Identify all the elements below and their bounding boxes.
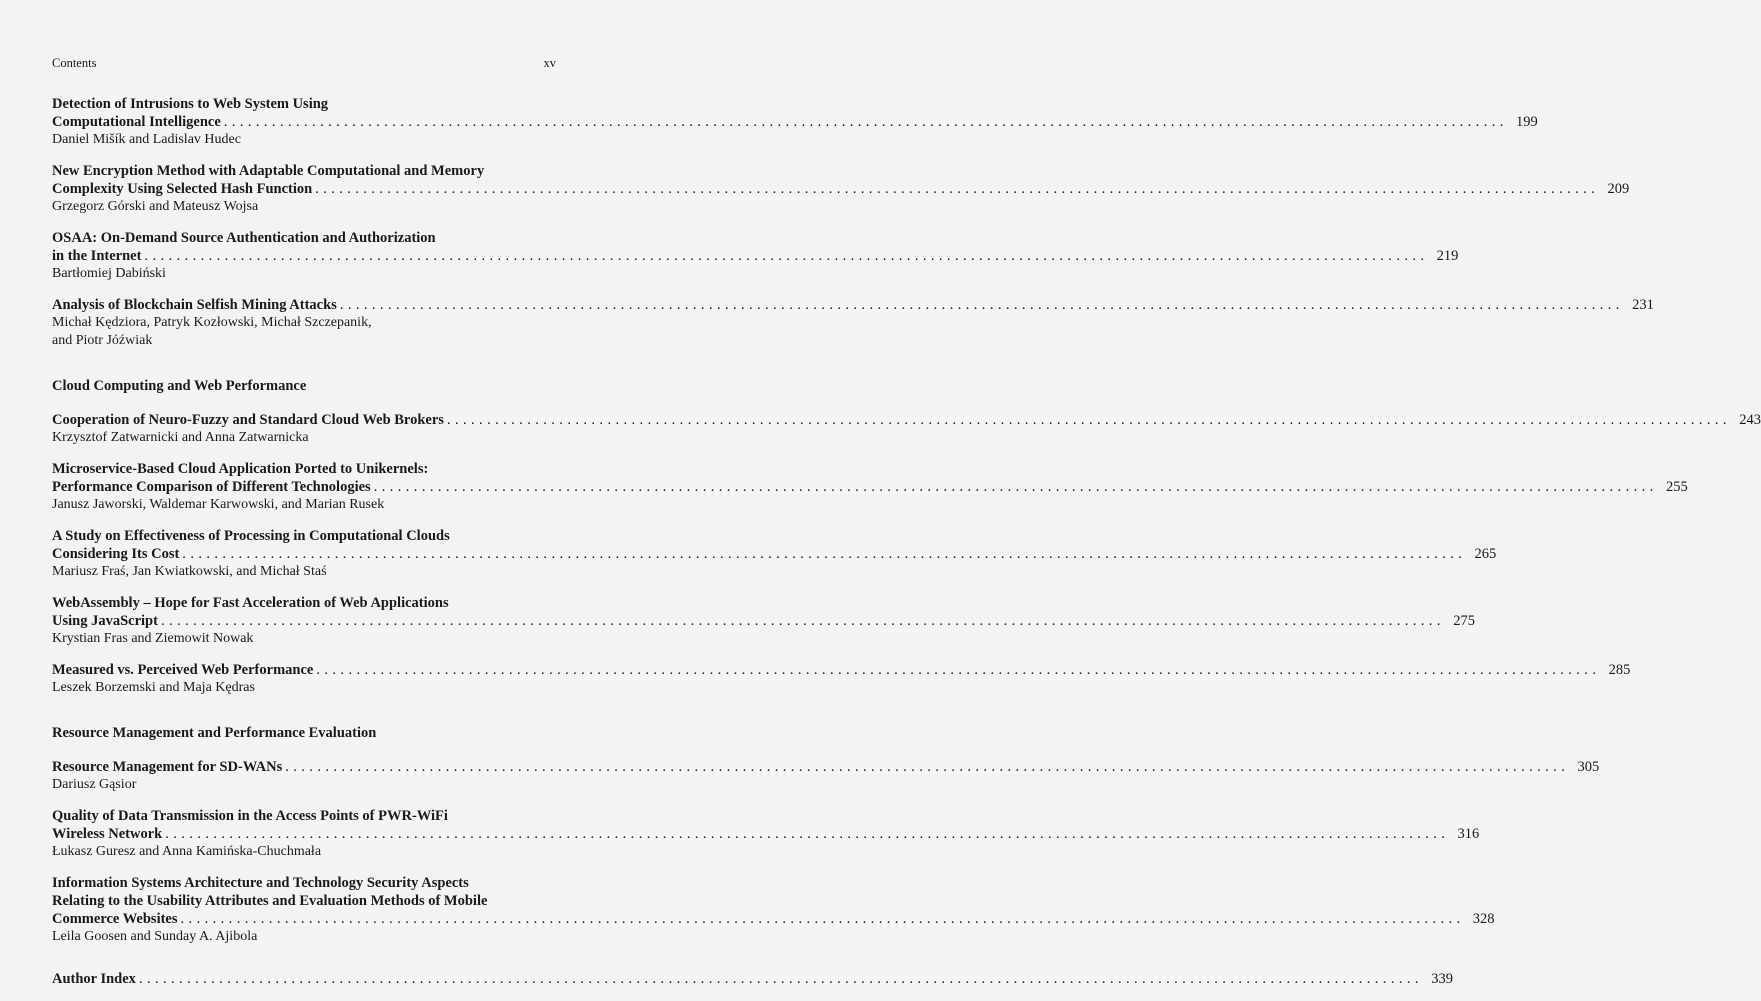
page-number: 285	[1608, 662, 1631, 678]
leader-dots: ................................................................................................................................................................	[339, 297, 1624, 313]
page-number-roman: xv	[543, 56, 556, 70]
entry-title-line: WebAssembly – Hope for Fast Acceleration of Web Applications	[52, 595, 449, 611]
entry-title-text: Performance Comparison of Different Technologies	[52, 479, 371, 495]
author-index-text: Author Index	[52, 971, 136, 987]
entry-title-text: Resource Management for SD-WANs	[52, 759, 283, 775]
page-number: 243	[1739, 412, 1761, 428]
entry-title-line: Relating to the Usability Attributes and Evaluation Methods of Mobile	[52, 893, 488, 909]
entry-title-text: Measured vs. Perceived Web Performance	[52, 662, 314, 678]
entry-title-line: Information Systems Architecture and Technology Security Aspects	[52, 875, 469, 891]
page-number: 231	[1632, 297, 1654, 313]
entry-authors	[52, 496, 554, 514]
entry-title-text: Cooperation of Neuro-Fuzzy and Standard Cloud Web Brokers	[52, 412, 444, 428]
entry-title-text: in the Internet	[52, 248, 142, 264]
page-number: 255	[1665, 479, 1688, 495]
author-line: Grzegorz Górski and Mateusz Wojsa	[52, 199, 259, 214]
leader-dots: ................................................................................................................................................................	[446, 412, 1731, 428]
entry-title-line	[52, 411, 1761, 429]
toc-entry[interactable]	[52, 874, 1495, 946]
entry-authors	[52, 314, 554, 350]
entry-authors	[52, 776, 554, 794]
entry-title-line	[52, 612, 1475, 630]
entry-authors	[52, 198, 554, 216]
entry-title-text: Analysis of Blockchain Selfish Mining Attacks	[52, 297, 337, 313]
toc-entry[interactable]	[52, 95, 1538, 149]
header-left: Contents	[52, 56, 97, 70]
toc-entry[interactable]	[52, 162, 1630, 216]
leader-dots: ................................................................................................................................................................	[138, 971, 1423, 987]
entry-title-text: Wireless Network	[52, 826, 163, 842]
author-line: Bartłomiej Dabiński	[52, 266, 166, 281]
entry-title-line	[52, 910, 1495, 928]
author-line: Dariusz Gąsior	[52, 777, 137, 792]
author-line: Daniel Mišík and Ladislav Hudec	[52, 132, 241, 147]
entry-title-text: Commerce Websites	[52, 911, 178, 927]
entry-title-line: Microservice-Based Cloud Application Ported to Unikernels:	[52, 461, 429, 477]
page-number: 209	[1607, 181, 1630, 197]
leader-dots: ................................................................................................................................................................	[160, 613, 1445, 629]
page-number: 339	[1431, 971, 1453, 987]
page-number: 265	[1474, 546, 1497, 562]
toc-entry[interactable]	[52, 661, 1631, 697]
leader-dots: ................................................................................................................................................................	[182, 546, 1467, 562]
section-heading: Resource Management and Performance Evaluation	[52, 725, 377, 741]
author-line: and Piotr Jóźwiak	[52, 333, 153, 348]
entry-title-line	[52, 296, 1654, 314]
toc-entry[interactable]	[52, 527, 1497, 581]
leader-dots: ................................................................................................................................................................	[144, 248, 1429, 264]
author-line: Leszek Borzemski and Maja Kędras	[52, 680, 255, 695]
entry-title-line: Detection of Intrusions to Web System Using	[52, 96, 329, 112]
toc-entry[interactable]	[52, 594, 1475, 648]
entry-title-line	[52, 661, 1631, 679]
entry-title-line	[52, 545, 1497, 563]
entry-title-line: New Encryption Method with Adaptable Computational and Memory	[52, 163, 485, 179]
author-line: Mariusz Fraś, Jan Kwiatkowski, and Michał Staś	[52, 564, 327, 579]
entry-title-line: Quality of Data Transmission in the Access Points of PWR-WiFi	[52, 808, 448, 824]
leader-dots: ................................................................................................................................................................	[373, 479, 1658, 495]
entry-authors	[52, 928, 554, 946]
entry-title-line	[52, 825, 1480, 843]
entry-title-line	[52, 113, 1538, 131]
entry-authors	[52, 563, 554, 581]
author-line: Janusz Jaworski, Waldemar Karwowski, and Marian Rusek	[52, 497, 385, 512]
leader-dots: ................................................................................................................................................................	[285, 759, 1570, 775]
page-number: 305	[1577, 759, 1600, 775]
page-number: 316	[1457, 826, 1480, 842]
entry-authors	[52, 265, 554, 283]
author-line: Łukasz Guresz and Anna Kamińska-Chuchmała	[52, 844, 322, 859]
leader-dots: ................................................................................................................................................................	[315, 181, 1600, 197]
leader-dots: ................................................................................................................................................................	[165, 826, 1450, 842]
entry-title-line	[52, 478, 1688, 496]
entry-title-line	[52, 758, 1600, 776]
toc-entry[interactable]	[52, 807, 1480, 861]
entry-title-line: OSAA: On-Demand Source Authentication and Authorization	[52, 230, 436, 246]
entry-title-text: Using JavaScript	[52, 613, 158, 629]
entry-title-text: Complexity Using Selected Hash Function	[52, 181, 313, 197]
entry-authors	[52, 679, 554, 697]
toc-entry[interactable]	[52, 411, 1761, 447]
toc-entry[interactable]	[52, 758, 1600, 794]
leader-dots: ................................................................................................................................................................	[180, 911, 1465, 927]
toc-entry[interactable]	[52, 296, 1654, 350]
entry-title-line: A Study on Effectiveness of Processing in Computational Clouds	[52, 528, 450, 544]
author-line: Leila Goosen and Sunday A. Ajibola	[52, 929, 258, 944]
entry-title-line	[52, 247, 1459, 265]
page-number: 328	[1472, 911, 1495, 927]
entry-authors	[52, 131, 554, 149]
author-index-line	[52, 970, 1453, 988]
author-line: Krzysztof Zatwarnicki and Anna Zatwarnicka	[52, 430, 309, 445]
author-line: Michał Kędziora, Patryk Kozłowski, Michał Szczepanik,	[52, 315, 372, 330]
entry-authors	[52, 429, 554, 447]
entry-title-text: Considering Its Cost	[52, 546, 180, 562]
entry-authors	[52, 630, 554, 648]
entry-authors	[52, 843, 554, 861]
entry-title-text: Computational Intelligence	[52, 114, 221, 130]
leader-dots: ................................................................................................................................................................	[316, 662, 1601, 678]
section-heading: Cloud Computing and Web Performance	[52, 378, 307, 394]
author-line: Krystian Fras and Ziemowit Nowak	[52, 631, 254, 646]
running-header	[52, 56, 556, 71]
toc-entry[interactable]	[52, 229, 1459, 283]
leader-dots: ................................................................................................................................................................	[223, 114, 1508, 130]
author-index-entry[interactable]	[52, 970, 1453, 988]
entry-title-line	[52, 180, 1630, 198]
page-number: 275	[1453, 613, 1475, 629]
toc-entry[interactable]	[52, 460, 1688, 514]
page-number: 219	[1436, 248, 1459, 264]
table-of-contents	[52, 95, 1761, 1001]
page-number: 199	[1516, 114, 1538, 130]
